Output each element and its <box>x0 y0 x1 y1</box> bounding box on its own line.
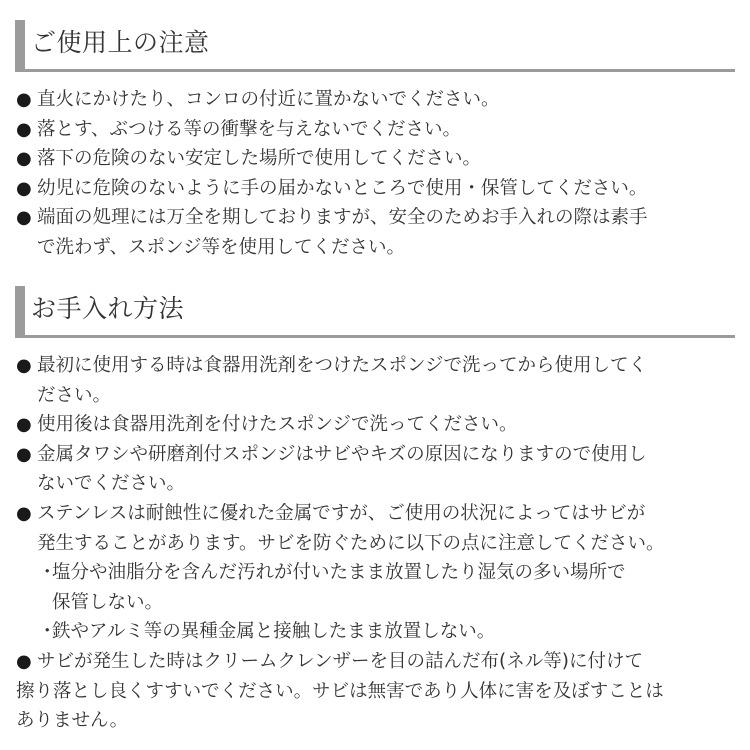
bullet-icon: ● <box>16 502 32 524</box>
list-item-continuation: 発生することがあります。サビを防ぐために以下の点に注意してください。 <box>37 532 665 554</box>
list-item: ● 幼児に危険のないように手の届かないところで使用・保管してください。 <box>16 174 740 204</box>
section-header-usage-precautions <box>15 20 735 72</box>
care-instructions-list <box>16 351 740 736</box>
list-item-continuation: ありません。 <box>16 710 129 732</box>
list-item: ● 使用後は食器用洗剤を付けたスポンジで洗ってください。 <box>16 410 740 440</box>
bullet-icon: ● <box>16 89 32 110</box>
usage-precautions-list <box>16 85 740 263</box>
bullet-icon: ● <box>16 414 32 436</box>
list-item: ● 金属タワシや研磨剤付スポンジはサビやキズの原因になりますので使用し <box>16 440 740 470</box>
list-item: ● 直火にかけたり、コンロの付近に置かないでください。 <box>16 85 740 115</box>
sub-list-item: ・鉄やアルミ等の異種金属と接触したまま放置しない。 <box>38 621 496 643</box>
list-item: ● 落とす、ぶつける等の衝撃を与えないでください。 <box>16 115 740 145</box>
list-item-continuation: 擦り落とし良くすすいでください。サビは無害であり人体に害を及ぼすことは <box>16 680 664 702</box>
bullet-icon: ● <box>16 355 32 376</box>
list-item-continuation: で洗わず、スポンジ等を使用してください。 <box>37 236 406 258</box>
bullet-icon: ● <box>16 118 32 140</box>
section-title: お手入れ方法 <box>31 294 185 323</box>
bullet-icon: ● <box>16 148 32 170</box>
list-item: ● 落下の危険のない安定した場所で使用してください。 <box>16 144 740 174</box>
bullet-icon: ● <box>16 650 32 672</box>
bullet-icon: ● <box>16 177 32 199</box>
sub-list-item: ・塩分や油脂分を含んだ汚れが付いたまま放置したり湿気の多い場所で <box>38 562 626 584</box>
list-item-continuation: ださい。 <box>37 384 112 406</box>
section-title: ご使用上の注意 <box>31 28 210 57</box>
list-item-continuation: ないでください。 <box>37 473 186 495</box>
sub-list-item-continuation: 保管しない。 <box>52 591 164 613</box>
list-item: ● 端面の処理には万全を期しておりますが、安全のためお手入れの際は素手 <box>16 203 740 233</box>
bullet-icon: ● <box>16 207 32 229</box>
list-item: ● 最初に使用する時は食器用洗剤をつけたスポンジで洗ってから使用してく <box>16 351 740 381</box>
section-header-care-instructions <box>15 286 735 338</box>
bullet-icon: ● <box>16 443 32 465</box>
list-item: ● サビが発生した時はクリームクレンザーを目の詰んだ布(ネル等)に付けて <box>16 647 740 677</box>
list-item: ● ステンレスは耐蝕性に優れた金属ですが、ご使用の状況によってはサビが <box>16 499 740 529</box>
